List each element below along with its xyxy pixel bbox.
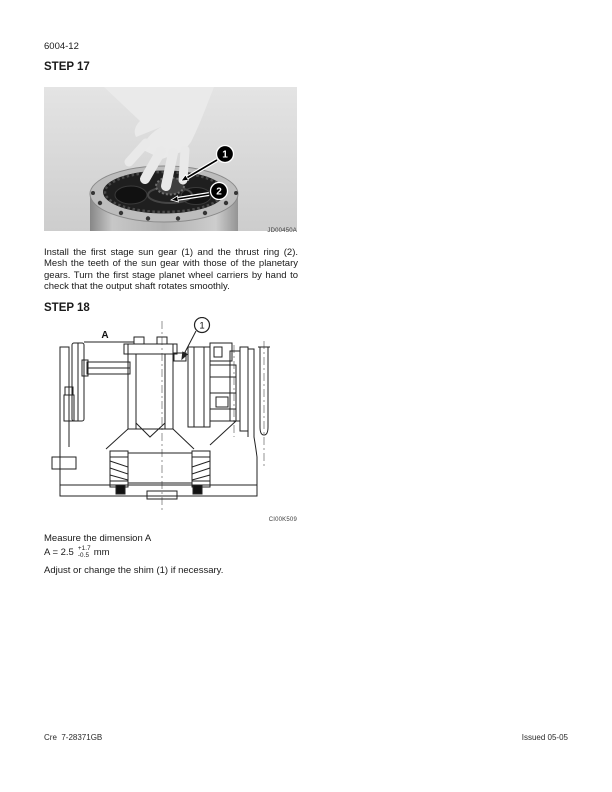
footer-issue-date: Issued 05-05 bbox=[521, 733, 568, 742]
planet-gear-left bbox=[115, 186, 147, 204]
photo-figure-code: JD00450A bbox=[267, 228, 297, 234]
carrier-plate bbox=[82, 360, 130, 376]
step17-body-text: Install the first stage sun gear (1) and the thrust ring (2). Mesh the teeth of the sun gear with those of the planetary gears. Turn the first stage planet wheel carriers by hand to check that the output shaft rotates smoothly. bbox=[44, 246, 298, 293]
output-shaft bbox=[128, 453, 192, 483]
callout-1-badge bbox=[217, 146, 234, 163]
callout-2-badge bbox=[211, 183, 228, 200]
bearing-right bbox=[192, 451, 210, 487]
seal-right bbox=[193, 485, 202, 494]
housing-base bbox=[52, 453, 257, 499]
center-shaft-section bbox=[106, 337, 194, 449]
gear-installation-photo bbox=[44, 87, 297, 231]
centerlines bbox=[69, 321, 264, 513]
cross-section-drawing bbox=[44, 317, 297, 517]
callout-2-number: 2 bbox=[216, 186, 222, 198]
tolerance-stack bbox=[78, 546, 91, 559]
dimension-formula bbox=[44, 546, 110, 559]
drawing-callout-1-badge bbox=[195, 318, 210, 333]
right-gear-stack bbox=[188, 343, 248, 445]
formula-prefix: A = 2.5 bbox=[44, 547, 74, 559]
step18-heading: STEP 18 bbox=[44, 302, 90, 314]
drawing-figure-code: CI00K509 bbox=[268, 517, 297, 523]
tolerance-minus: -0.5 bbox=[77, 551, 90, 559]
adjust-instruction: Adjust or change the shim (1) if necessary. bbox=[44, 565, 224, 576]
bearing-left bbox=[110, 451, 128, 487]
seal-left bbox=[116, 485, 125, 494]
step17-photo-figure bbox=[44, 87, 297, 231]
page-code: 6004-12 bbox=[44, 41, 79, 52]
measure-instruction: Measure the dimension A bbox=[44, 533, 152, 544]
drawing-callout-1-number: 1 bbox=[199, 320, 205, 332]
formula-unit: mm bbox=[93, 547, 110, 559]
footer-document-number: Cre 7-28371GB bbox=[44, 733, 103, 742]
dimension-a-label: A bbox=[101, 330, 109, 341]
housing-right-wall bbox=[248, 349, 257, 457]
step17-heading: STEP 17 bbox=[44, 61, 90, 73]
tolerance-plus: +1.7 bbox=[77, 545, 91, 552]
step18-drawing-figure bbox=[44, 317, 297, 517]
callout-1-number: 1 bbox=[222, 149, 228, 161]
